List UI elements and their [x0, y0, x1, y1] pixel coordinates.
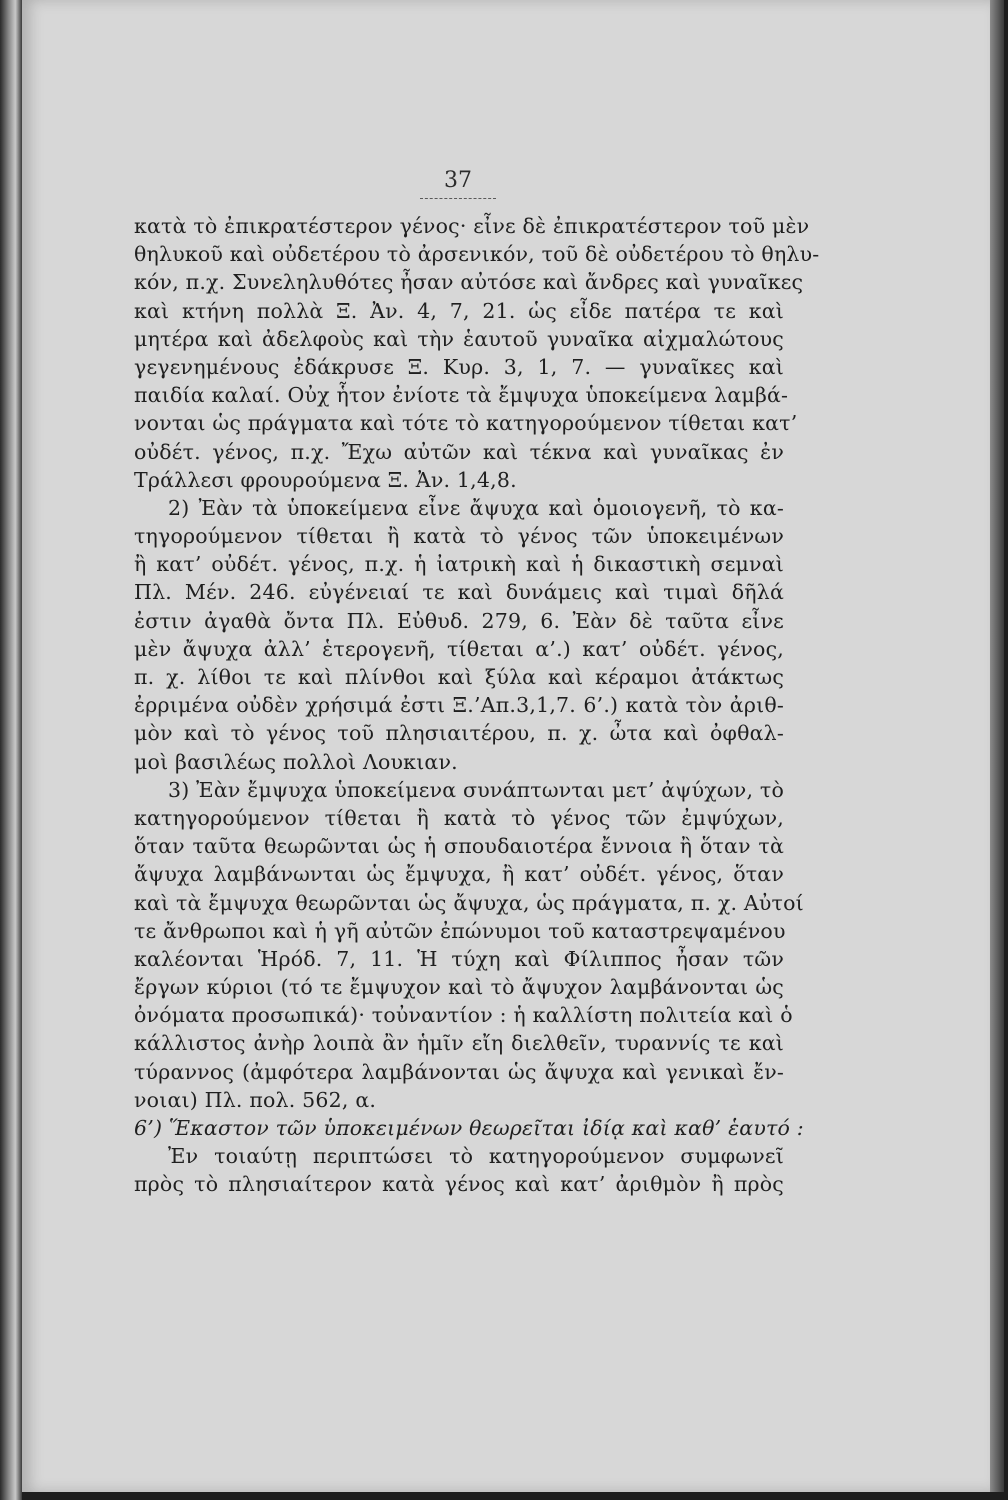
text-line: ἐστιν ἀγαθὰ ὄντα Πλ. Εὐθυδ. 279, 6. Ἐὰν δὲ ταῦτα εἶνε	[134, 608, 784, 633]
text-line: παιδία καλαί. Οὐχ ἧτον ἐνίοτε τὰ ἔμψυχα ὑποκείμενα λαμβά-	[134, 383, 789, 408]
text-line: θηλυκοῦ καὶ οὐδετέρου τὸ ἀρσενικόν, τοῦ δὲ οὐδετέρου τὸ θηλυ-	[134, 242, 820, 267]
text-line: ἢ κατ’ οὐδέτ. γένος, π.χ. ἡ ἰατρικὴ καὶ ἡ δικαστικὴ σεμναὶ	[134, 552, 784, 577]
text-line: 2) Ἐὰν τὰ ὑποκείμενα εἶνε ἄψυχα καὶ ὁμοιογενῆ, τὸ κα-	[168, 495, 784, 520]
text-line: οὐδέτ. γένος, π.χ. Ἔχω αὐτῶν καὶ τέκνα καὶ γυναῖκας ἐν	[134, 439, 784, 464]
text-line: ἐρριμένα οὐδὲν χρήσιμά ἐστι Ξ.’Απ.3,1,7. 6’.) κατὰ τὸν ἀριθ-	[134, 693, 784, 718]
text-line: τε ἄνθρωποι καὶ ἡ γῆ αὐτῶν ἐπώνυμοι τοῦ καταστρεψαμένου	[134, 918, 786, 943]
text-line: ἔργων κύριοι (τό τε ἔμψυχον καὶ τὸ ἄψυχον λαμβάνονται ὡς	[134, 975, 784, 1000]
text-line: μητέρα καὶ ἀδελφοὺς καὶ τὴν ἑαυτοῦ γυναῖκα αἰχμαλώτους	[134, 326, 784, 351]
text-line: Τράλλεσι φρουρούμενα Ξ. Ἀν. 1,4,8.	[134, 467, 517, 492]
text-line: πρὸς τὸ πλησιαίτερον κατὰ γένος καὶ κατ’ ἀριθμὸν ἢ πρὸς	[134, 1172, 784, 1197]
text-line: ὀνόματα προσωπικά)· τοὐναντίον : ἡ καλλίστη πολιτεία καὶ ὁ	[134, 1003, 793, 1028]
text-line: καὶ τὰ ἔμψυχα θεωρῶνται ὡς ἄψυχα, ὡς πράγματα, π. χ. Αὐτοί	[134, 890, 804, 915]
text-line: κατηγορούμενον τίθεται ἢ κατὰ τὸ γένος τῶν ἐμψύχων,	[134, 805, 784, 830]
text-line: π. χ. λίθοι τε καὶ πλίνθοι καὶ ξύλα καὶ κέραμοι ἀτάκτως	[134, 665, 784, 689]
text-line: 6’) Ἕκαστον τῶν ὑποκειμένων θεωρεῖται ἰδίᾳ καὶ καθ’ ἑαυτό :	[134, 1116, 804, 1140]
binding-edge	[0, 0, 22, 1500]
text-line: τύραννος (ἀμφότερα λαμβάνονται ὡς ἄψυχα καὶ γενικαὶ ἔν-	[134, 1059, 784, 1084]
text-line: τηγορούμενον τίθεται ἢ κατὰ τὸ γένος τῶν ὑποκειμένων	[134, 524, 784, 549]
text-line: μοὶ βασιλέως πολλοὶ Λουκιαν.	[134, 749, 458, 774]
text-line: 3) Ἐὰν ἔμψυχα ὑποκείμενα συνάπτωνται μετ’ ἀψύχων, τὸ	[168, 777, 784, 802]
text-line: κάλλιστος ἀνὴρ λοιπὰ ἂν ἡμῖν εἴη διελθεῖν, τυραννίς τε καὶ	[134, 1031, 784, 1056]
text-line: νοιαι) Πλ. πολ. 562, α.	[134, 1087, 377, 1112]
text-line: κόν, π.χ. Συνεληλυθότες ἦσαν αὐτόσε καὶ ἄνδρες καὶ γυναῖκες	[134, 270, 804, 295]
paper-sheet	[22, 0, 993, 1492]
text-line: ἄψυχα λαμβάνωνται ὡς ἔμψυχα, ἢ κατ’ οὐδέτ. γένος, ὅταν	[134, 862, 784, 887]
page-number: 37	[444, 168, 472, 193]
text-line: μὲν ἄψυχα ἀλλ’ ἑτερογενῆ, τίθεται α’.) κατ’ οὐδέτ. γένος,	[134, 636, 784, 661]
text-line: Ἐν τοιαύτῃ περιπτώσει τὸ κατηγορούμενον συμφωνεῖ	[168, 1144, 784, 1169]
text-line: μὸν καὶ τὸ γένος τοῦ πλησιαιτέρου, π. χ. ὦτα καὶ ὀφθαλ-	[134, 721, 784, 746]
text-line: γεγενημένους ἐδάκρυσε Ξ. Κυρ. 3, 1, 7. — γυναῖκες καὶ	[134, 354, 784, 379]
text-line: καὶ κτήνη πολλὰ Ξ. Ἀν. 4, 7, 21. ὡς εἶδε πατέρα τε καὶ	[134, 298, 784, 323]
page-number-rule	[420, 198, 496, 199]
text-line: νονται ὡς πράγματα καὶ τότε τὸ κατηγορούμενον τίθεται κατ’	[134, 411, 798, 436]
text-line: κατὰ τὸ ἐπικρατέστερον γένος· εἶνε δὲ ἐπικρατέστερον τοῦ μὲν	[134, 214, 810, 238]
text-line: ὅταν ταῦτα θεωρῶνται ὡς ἡ σπουδαιοτέρα ἔννοια ἢ ὅταν τὰ	[134, 834, 784, 859]
text-line: καλέονται Ἡρόδ. 7, 11. Ἡ τύχη καὶ Φίλιππος ἦσαν τῶν	[134, 946, 784, 971]
text-line: Πλ. Μέν. 246. εὐγένειαί τε καὶ δυνάμεις καὶ τιμαὶ δῆλά	[134, 580, 784, 605]
body-text	[134, 212, 820, 1199]
